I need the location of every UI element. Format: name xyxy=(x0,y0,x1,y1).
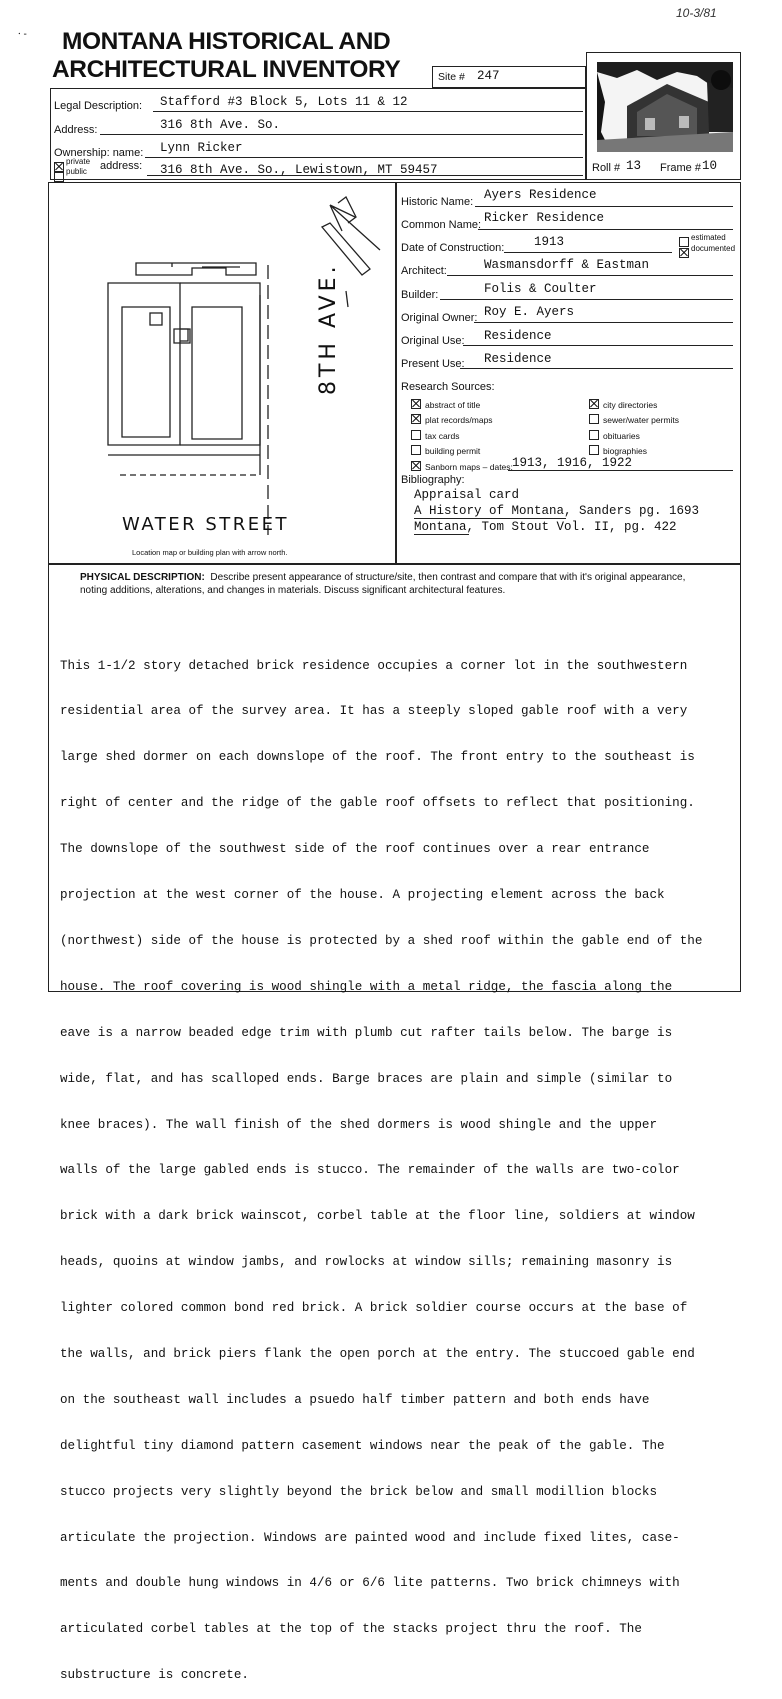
legal-description-value: Stafford #3 Block 5, Lots 11 & 12 xyxy=(160,95,408,109)
source-city-directories[interactable]: city directories xyxy=(589,399,657,410)
site-number: 247 xyxy=(477,69,500,83)
architect-value: Wasmansdorff & Eastman xyxy=(484,258,650,272)
bibliography-item-2: A History of Montana, Sanders pg. 1693 xyxy=(414,504,700,518)
source-obituaries[interactable]: obituaries xyxy=(589,430,640,441)
architect-label: Architect: xyxy=(401,265,447,277)
description-line: house. The roof covering is wood shingle with a metal ridge, the fascia along the xyxy=(60,979,673,994)
address-value: 316 8th Ave. So. xyxy=(160,118,281,132)
roll-label: Roll # xyxy=(592,162,621,174)
description-line: right of center and the ridge of the gable roof offsets to reflect that positioning. xyxy=(60,796,695,811)
source-sanborn[interactable]: Sanborn maps – dates: xyxy=(411,461,513,472)
description-line: articulated corbel tables at the top of the stacks project thru the roof. The xyxy=(60,1622,642,1637)
owner-address-label: address: xyxy=(100,160,143,172)
site-plan-sketch xyxy=(80,195,390,535)
description-line: ments and double hung windows in 4/6 or 6/6 lite patterns. Two brick chimneys with xyxy=(60,1576,680,1591)
street-label: WATER STREET xyxy=(122,514,289,535)
sanborn-dates-value: 1913, 1916, 1922 xyxy=(512,456,633,470)
roll-number: 13 xyxy=(626,159,642,173)
corner-note: 10-3/81 xyxy=(676,6,717,20)
owner-address-value: 316 8th Ave. So., Lewistown, MT 59457 xyxy=(160,163,438,177)
form-title-line1: MONTANA HISTORICAL AND xyxy=(62,28,391,55)
source-tax[interactable]: tax cards xyxy=(411,430,460,441)
site-box xyxy=(432,66,586,88)
source-building-permit[interactable]: building permit xyxy=(411,445,480,456)
original-owner-label: Original Owner: xyxy=(401,312,478,324)
form-title-line2: ARCHITECTURAL INVENTORY xyxy=(52,56,401,83)
date-of-construction-label: Date of Construction: xyxy=(401,242,505,254)
research-sources-label: Research Sources: xyxy=(401,381,495,393)
ownership-name-label: Ownership: name: xyxy=(54,147,144,159)
corner-mark: ⸱ - xyxy=(18,29,27,40)
bibliography-item-1: Appraisal card xyxy=(414,488,520,502)
public-label: public xyxy=(66,167,87,176)
present-use-label: Present Use: xyxy=(401,358,465,370)
description-line: stucco projects very slightly beyond the brick below and small modillion blocks xyxy=(60,1484,658,1499)
description-line: on the southeast wall includes a psuedo half timber pattern and both ends have xyxy=(60,1392,650,1407)
description-line: lighter colored common bond red brick. A brick soldier course occurs at the base of xyxy=(60,1301,688,1316)
builder-value: Folis & Coulter xyxy=(484,282,597,296)
bibliography-label: Bibliography: xyxy=(401,474,465,486)
physical-description-instructions: noting additions, alterations, and changes in materials. Discuss significant architectural features. xyxy=(80,585,506,596)
bibliography-item-3: Montana, Tom Stout Vol. II, pg. 422 xyxy=(414,520,677,534)
common-name-label: Common Name: xyxy=(401,219,482,231)
description-line: (northwest) side of the house is protected by a shed roof within the gable end of the xyxy=(60,933,703,948)
description-line: large shed dormer on each downslope of the roof. The front entry to the southeast is xyxy=(60,750,695,765)
description-line: knee braces). The wall finish of the shed dormers is wood shingle and the upper xyxy=(60,1117,658,1132)
source-plat[interactable]: plat records/maps xyxy=(411,414,493,425)
source-biographies[interactable]: biographies xyxy=(589,445,647,456)
description-line: eave is a narrow beaded edge trim with plumb cut rafter tails below. The barge is xyxy=(60,1025,673,1040)
description-line: substructure is concrete. xyxy=(60,1668,249,1683)
original-use-label: Original Use: xyxy=(401,335,465,347)
address-label: Address: xyxy=(54,124,98,136)
estimated-label: estimated xyxy=(691,233,726,242)
description-line: This 1-1/2 story detached brick residence occupies a corner lot in the southwestern xyxy=(60,658,688,673)
description-line: walls of the large gabled ends is stucco. The remainder of the walls are two-color xyxy=(60,1163,680,1178)
description-line: heads, quoins at window jambs, and rowlocks at window sills; remaining masonry is xyxy=(60,1255,673,1270)
avenue-label: 8TH AVE. xyxy=(316,262,341,395)
description-line: The downslope of the southwest side of the roof continues over a rear entrance xyxy=(60,842,650,857)
historic-name-value: Ayers Residence xyxy=(484,188,597,202)
description-line: brick with a dark brick wainscot, corbel table at the floor line, soldiers at window xyxy=(60,1209,695,1224)
original-owner-value: Roy E. Ayers xyxy=(484,305,575,319)
common-name-value: Ricker Residence xyxy=(484,211,605,225)
building-photo xyxy=(597,62,733,152)
date-of-construction-value: 1913 xyxy=(534,235,565,249)
legal-description-label: Legal Description: xyxy=(54,100,143,112)
ownership-name-value: Lynn Ricker xyxy=(160,141,243,155)
private-label: private xyxy=(66,157,91,166)
site-label: Site # xyxy=(438,71,465,83)
physical-description-heading: PHYSICAL DESCRIPTION: Describe present appearance of structure/site, then contrast and compare that with it's original appearance, xyxy=(80,572,686,583)
original-use-value: Residence xyxy=(484,329,552,343)
description-line: the walls, and brick piers flank the open porch at the entry. The stuccoed gable end xyxy=(60,1346,695,1361)
frame-label: Frame # xyxy=(660,162,701,174)
description-line: articulate the projection. Windows are painted wood and include fixed lites, case- xyxy=(60,1530,680,1545)
description-line: projection at the west corner of the house. A projecting element across the back xyxy=(60,888,665,903)
frame-number: 10 xyxy=(702,159,718,173)
historic-name-label: Historic Name: xyxy=(401,196,474,208)
description-line: wide, flat, and has scalloped ends. Barge braces are plain and simple (similar to xyxy=(60,1071,673,1086)
physical-description-text xyxy=(60,628,736,1699)
builder-label: Builder: xyxy=(401,289,439,301)
source-abstract[interactable]: abstract of title xyxy=(411,399,480,410)
documented-label: documented xyxy=(691,244,736,253)
description-line: residential area of the survey area. It has a steeply sloped gable roof with a very xyxy=(60,704,688,719)
source-sewer[interactable]: sewer/water permits xyxy=(589,414,679,425)
present-use-value: Residence xyxy=(484,352,552,366)
description-line: delightful tiny diamond pattern casement windows near the peak of the gable. The xyxy=(60,1438,665,1453)
map-caption: Location map or building plan with arrow north. xyxy=(132,548,288,557)
